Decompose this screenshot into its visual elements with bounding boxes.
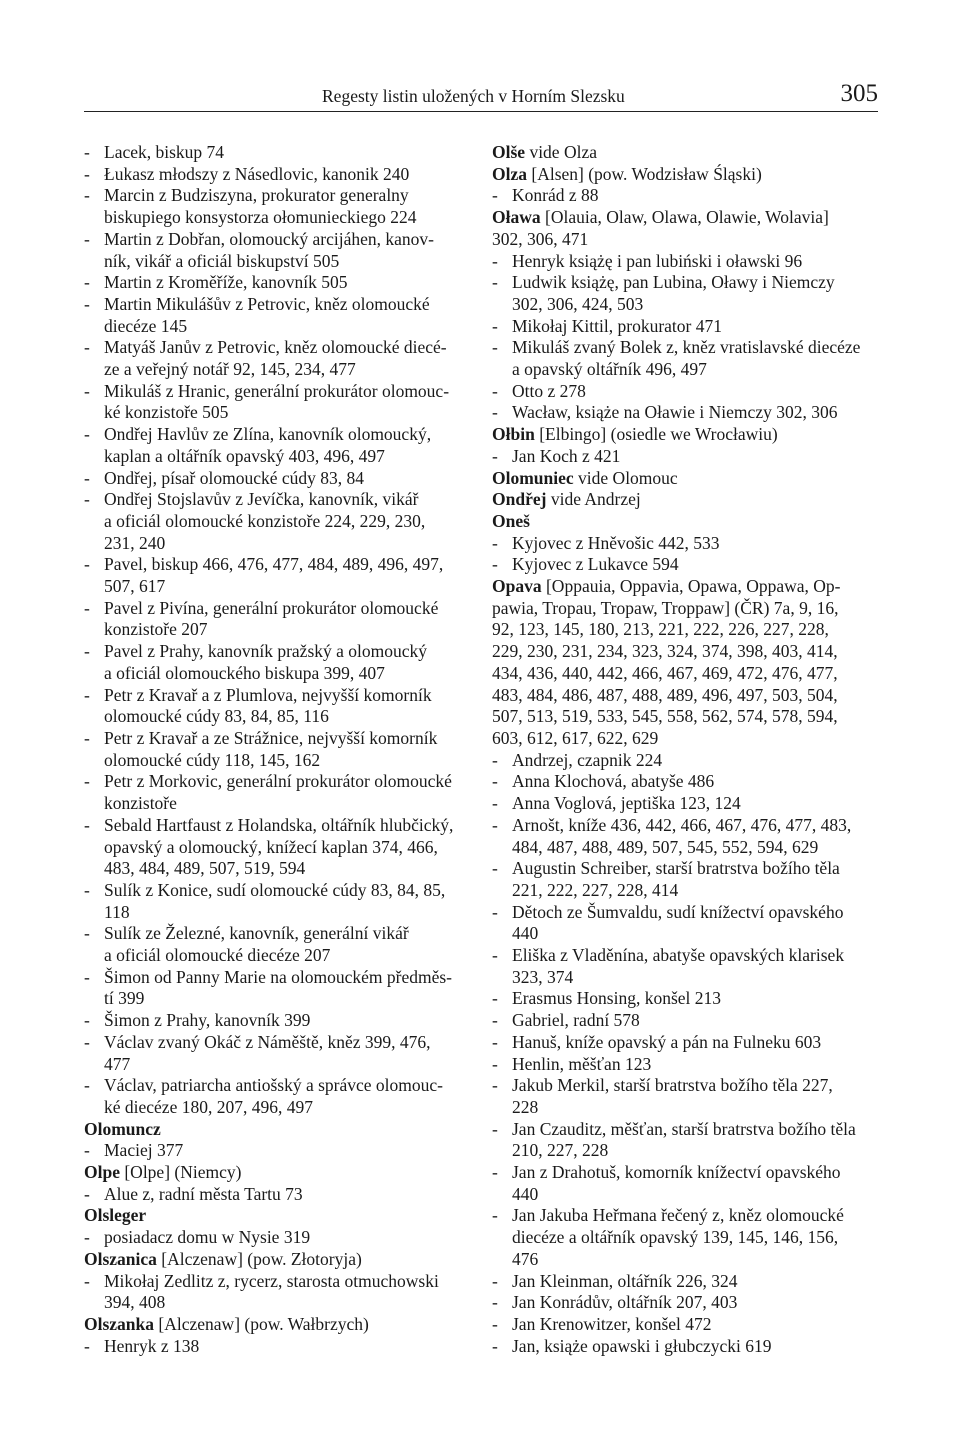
subentry-line: - Jan, książe opawski i głubczycki 619 <box>512 1335 772 1356</box>
subentry-line: - Jan Koch z 421 <box>512 445 621 466</box>
index-subentry <box>84 728 462 771</box>
subentry-line: 476 <box>512 1248 539 1269</box>
index-subentry <box>492 1075 880 1118</box>
index-subentry <box>492 251 880 273</box>
subentry-line: - Kyjovec z Lukavce 594 <box>512 554 679 575</box>
subentry-line: - Ondřej Stojslavův z Jevíčka, kanovník, vikář <box>104 489 419 510</box>
subentry-line: 228 <box>512 1096 539 1117</box>
subentry-line: - Petr z Kravař a ze Strážnice, nejvyšší komorník <box>104 727 438 748</box>
index-subentry <box>492 858 880 901</box>
subentry-line: - Šimon od Panny Marie na olomouckém předměs- <box>104 966 452 987</box>
index-subentry <box>84 468 462 490</box>
subentry-line: olomoucké cúdy 118, 145, 162 <box>104 749 321 770</box>
subentry-line: - Mikołaj Kittil, prokurator 471 <box>512 315 722 336</box>
subentry-line: - Henlin, měšťan 123 <box>512 1053 652 1074</box>
subentry-line: 302, 306, 424, 503 <box>512 293 644 314</box>
index-subentry <box>492 1162 880 1205</box>
subentry-line: - Anna Voglová, jeptiška 123, 124 <box>512 793 741 814</box>
subentry-line: ník, vikář a oficiál biskupství 505 <box>104 250 340 271</box>
running-title: Regesty listin uložených v Horním Slezsku <box>322 86 625 106</box>
headword: Opava <box>492 576 542 597</box>
subentry-line: - Petr z Kravař a z Plumlova, nejvyšší komorník <box>104 684 432 705</box>
headword-detail: vide Olza <box>525 142 597 162</box>
index-headword-entry <box>492 468 880 490</box>
subentry-line: opavský a olomoucký, knížecí kaplan 374, 466, <box>104 836 438 857</box>
subentry-line: - Otto z 278 <box>512 380 586 401</box>
subentry-line: 210, 227, 228 <box>512 1140 609 1161</box>
index-subentry <box>492 446 880 468</box>
headword: Olomuncz <box>84 1118 161 1139</box>
subentry-line: - Matyáš Janův z Petrovic, kněz olomoucké diecé- <box>104 337 447 358</box>
headword-detail: [Alczenaw] (pow. Złotoryja) <box>156 1248 362 1269</box>
index-subentry <box>84 185 462 228</box>
headword: Ondřej <box>492 489 547 510</box>
index-subentry <box>84 142 462 164</box>
subentry-line: - Sulík ze Železné, kanovník, generální vikář <box>104 923 409 944</box>
subentry-line: - Mikuláš zvaný Bolek z, kněz vratislavské diecéze <box>512 337 861 358</box>
subentry-line: - Kyjovec z Hněvošic 442, 533 <box>512 532 720 553</box>
subentry-line: 221, 222, 227, 228, 414 <box>512 879 679 900</box>
index-subentry <box>492 1205 880 1270</box>
index-subentry <box>84 923 462 966</box>
subentry-line: 440 <box>512 923 539 944</box>
index-subentry <box>492 988 880 1010</box>
headword-continuation: pawia, Tropau, Tropaw, Troppaw] (ČR) 7a, 9, 16, <box>492 597 839 618</box>
subentry-line: konzistoře 207 <box>104 619 208 640</box>
index-subentry <box>492 1314 880 1336</box>
headword: Olszanka <box>84 1313 155 1334</box>
subentry-line: - Václav, patriarcha antiošský a správce olomouc- <box>104 1075 444 1096</box>
subentry-line: - Anna Klochová, abatyše 486 <box>512 771 715 792</box>
index-subentry <box>84 424 462 467</box>
headword: Oneš <box>492 510 530 531</box>
subentry-line: a opavský oltářník 496, 497 <box>512 359 707 380</box>
index-subentry <box>84 337 462 380</box>
index-headword-entry <box>84 1162 462 1184</box>
subentry-line: ze a veřejný notář 92, 145, 234, 477 <box>104 359 356 380</box>
index-subentry <box>84 641 462 684</box>
index-subentry <box>492 771 880 793</box>
index-subentry <box>84 164 462 186</box>
index-headword-entry <box>492 207 880 250</box>
index-subentry <box>84 554 462 597</box>
subentry-line: - Lacek, biskup 74 <box>104 142 225 162</box>
index-headword-entry <box>492 511 880 533</box>
index-headword-entry <box>492 164 880 186</box>
headword-continuation: 229, 230, 231, 234, 323, 324, 374, 398, 403, 414, <box>492 641 838 662</box>
subentry-line: - Sulík z Konice, sudí olomoucké cúdy 83, 84, 85, <box>104 879 446 900</box>
subentry-line: 484, 487, 488, 489, 507, 545, 552, 594, 629 <box>512 836 819 857</box>
subentry-line: - Jan Krenowitzer, konšel 472 <box>512 1313 712 1334</box>
headword-detail: [Alsen] (pow. Wodzisław Śląski) <box>527 163 762 184</box>
subentry-line: a oficiál olomoucké diecéze 207 <box>104 945 331 966</box>
index-column-right <box>492 142 880 1357</box>
index-subentry <box>492 185 880 207</box>
headword-detail: [Oppauia, Oppavia, Opawa, Oppawa, Op- <box>541 576 841 597</box>
subentry-line: - Petr z Morkovic, generální prokurátor olomoucké <box>104 771 452 792</box>
subentry-line: 507, 617 <box>104 576 166 597</box>
subentry-line: ké diecéze 180, 207, 496, 497 <box>104 1096 313 1117</box>
subentry-line: - Sebald Hartfaust z Holandska, oltářník hlubčický, <box>104 814 454 835</box>
subentry-line: 394, 408 <box>104 1292 166 1313</box>
subentry-line: 483, 484, 489, 507, 519, 594 <box>104 858 306 879</box>
index-subentry <box>84 381 462 424</box>
headword: Olše <box>492 142 526 162</box>
index-subentry <box>492 750 880 772</box>
subentry-line: - Andrzej, czapnik 224 <box>512 749 663 770</box>
index-subentry <box>492 1010 880 1032</box>
page-number: 305 <box>840 80 878 107</box>
subentry-line: ké konzistoře 505 <box>104 402 229 423</box>
subentry-line: - Mikołaj Zedlitz z, rycerz, starosta otmuchowski <box>104 1270 439 1291</box>
index-subentry <box>492 316 880 338</box>
subentry-line: - Maciej 377 <box>104 1140 184 1161</box>
index-subentry <box>84 815 462 880</box>
index-subentry <box>84 1271 462 1314</box>
index-column-left <box>84 142 462 1357</box>
index-subentry <box>84 272 462 294</box>
index-subentry <box>84 685 462 728</box>
headword-detail: [Alczenaw] (pow. Wałbrzych) <box>154 1313 369 1334</box>
index-subentry <box>492 945 880 988</box>
index-subentry <box>492 1336 880 1358</box>
subentry-line: - Jan z Drahotuš, komorník knížectví opavského <box>512 1162 841 1183</box>
subentry-line: - Gabriel, radní 578 <box>512 1010 640 1031</box>
header-rule <box>84 111 878 112</box>
subentry-line: - Łukasz młodszy z Násedlovic, kanonik 240 <box>104 163 410 184</box>
subentry-line: - Henryk książę i pan lubiński i oławski 96 <box>512 250 803 271</box>
index-subentry <box>84 229 462 272</box>
subentry-line: - Martin z Dobřan, olomoucký arcijáhen, kanov- <box>104 228 434 249</box>
subentry-line: - Konrád z 88 <box>512 185 599 206</box>
headword: Ołbin <box>492 424 535 445</box>
headword-continuation: 434, 436, 440, 442, 466, 467, 469, 472, 476, 477, <box>492 662 838 683</box>
index-subentry <box>84 1032 462 1075</box>
subentry-line: 440 <box>512 1183 539 1204</box>
index-subentry <box>84 880 462 923</box>
index-headword-entry <box>84 1314 462 1336</box>
index-subentry <box>84 489 462 554</box>
index-headword-entry <box>84 1205 462 1227</box>
index-subentry <box>492 533 880 555</box>
index-subentry <box>84 967 462 1010</box>
index-subentry <box>84 1336 462 1358</box>
headword: Olpe <box>84 1162 120 1183</box>
index-headword-entry <box>84 1249 462 1271</box>
headword-detail: [Olauia, Olaw, Olawa, Olawie, Wolavia] <box>540 207 829 228</box>
subentry-line: - Marcin z Budziszyna, prokurator generalny <box>104 185 409 206</box>
subentry-line: 231, 240 <box>104 532 166 553</box>
subentry-line: - Augustin Schreiber, starší bratrstva božího těla <box>512 858 840 879</box>
subentry-line: - Wacław, książe na Oławie i Niemczy 302, 306 <box>512 402 838 423</box>
headword-continuation: 483, 484, 486, 487, 488, 489, 496, 497, 503, 504, <box>492 684 838 705</box>
index-subentry <box>84 1010 462 1032</box>
headword: Olsleger <box>84 1205 147 1226</box>
subentry-line: - Martin Mikulášův z Petrovic, kněz olomoucké <box>104 293 430 314</box>
subentry-line: - Jakub Merkil, starší bratrstva božího těla 227, <box>512 1075 833 1096</box>
index-subentry <box>84 1075 462 1118</box>
headword: Olomuniec <box>492 467 574 488</box>
index-headword-entry <box>84 1119 462 1141</box>
index-subentry <box>492 402 880 424</box>
headword: Olza <box>492 163 527 184</box>
subentry-line: - Jan Konrádův, oltářník 207, 403 <box>512 1292 738 1313</box>
index-headword-entry <box>492 424 880 446</box>
subentry-line: konzistoře <box>104 793 177 814</box>
subentry-line: - Erasmus Honsing, konšel 213 <box>512 988 722 1009</box>
index-headword-entry <box>492 489 880 511</box>
subentry-line: a oficiál olomoucké konzistoře 224, 229, 230, <box>104 510 426 531</box>
headword-detail: vide Andrzej <box>546 489 641 510</box>
subentry-line: - Hanuš, kníže opavský a pán na Fulneku 603 <box>512 1031 822 1052</box>
page-header <box>84 80 878 110</box>
subentry-line: - Jan Kleinman, oltářník 226, 324 <box>512 1270 738 1291</box>
subentry-line: - Ondřej Havlův ze Zlína, kanovník olomoucký, <box>104 424 432 445</box>
subentry-line: - posiadacz domu w Nysie 319 <box>104 1227 311 1248</box>
headword: Olszanica <box>84 1248 157 1269</box>
index-subentry <box>84 1184 462 1206</box>
subentry-line: diecéze 145 <box>104 315 188 336</box>
index-subentry <box>492 1054 880 1076</box>
subentry-line: - Martin z Kroměříže, kanovník 505 <box>104 272 348 293</box>
subentry-line: a oficiál olomouckého biskupa 399, 407 <box>104 662 385 683</box>
subentry-line: - Jan Jakuba Heřmana řečený z, kněz olomoucké <box>512 1205 844 1226</box>
subentry-line: 118 <box>104 901 130 922</box>
index-subentry <box>84 598 462 641</box>
subentry-line: biskupiego konsystorza ołomunieckiego 224 <box>104 207 417 228</box>
index-subentry <box>492 1119 880 1162</box>
subentry-line: - Ondřej, písař olomoucké cúdy 83, 84 <box>104 467 365 488</box>
subentry-line: - Šimon z Prahy, kanovník 399 <box>104 1010 311 1031</box>
index-subentry <box>492 272 880 315</box>
headword-detail: [Elbingo] (osiedle we Wrocławiu) <box>534 424 778 445</box>
subentry-line: diecéze a oltářník opavský 139, 145, 146, 156, <box>512 1227 839 1248</box>
subentry-line: - Arnošt, kníže 436, 442, 466, 467, 476, 477, 483, <box>512 814 852 835</box>
subentry-line: kaplan a oltářník opavský 403, 496, 497 <box>104 445 385 466</box>
index-subentry <box>84 294 462 337</box>
subentry-line: tí 399 <box>104 988 145 1009</box>
headword-detail: [Olpe] (Niemcy) <box>119 1162 242 1183</box>
subentry-line: - Dětoch ze Šumvaldu, sudí knížectví opavského <box>512 901 844 922</box>
subentry-line: - Jan Czauditz, měšťan, starší bratrstva božího těla <box>512 1118 856 1139</box>
index-subentry <box>84 1140 462 1162</box>
index-subentry <box>84 1227 462 1249</box>
index-subentry <box>492 1292 880 1314</box>
headword-continuation: 302, 306, 471 <box>492 228 589 249</box>
index-subentry <box>492 554 880 576</box>
subentry-line: - Mikuláš z Hranic, generální prokurátor olomouc- <box>104 380 450 401</box>
subentry-line: - Pavel z Pivína, generální prokurátor olomoucké <box>104 597 439 618</box>
subentry-line: - Pavel z Prahy, kanovník pražský a olomoucký <box>104 641 428 662</box>
subentry-line: - Eliška z Vladěnína, abatyše opavských klarisek <box>512 945 845 966</box>
subentry-line: - Alue z, radní města Tartu 73 <box>104 1183 303 1204</box>
index-subentry <box>492 815 880 858</box>
index-subentry <box>492 1032 880 1054</box>
subentry-line: - Ludwik książę, pan Lubina, Oławy i Niemczy <box>512 272 835 293</box>
headword-continuation: 603, 612, 617, 622, 629 <box>492 727 659 748</box>
index-subentry <box>492 902 880 945</box>
subentry-line: - Václav zvaný Okáč z Náměště, kněz 399, 476, <box>104 1031 431 1052</box>
index-subentry <box>492 793 880 815</box>
index-subentry <box>492 1271 880 1293</box>
subentry-line: olomoucké cúdy 83, 84, 85, 116 <box>104 706 329 727</box>
index-subentry <box>492 337 880 380</box>
index-headword-entry <box>492 142 880 164</box>
index-subentry <box>492 381 880 403</box>
subentry-line: - Pavel, biskup 466, 476, 477, 484, 489, 496, 497, <box>104 554 444 575</box>
subentry-line: - Henryk z 138 <box>104 1335 200 1356</box>
headword-detail: vide Olomouc <box>573 467 678 488</box>
headword-continuation: 92, 123, 145, 180, 213, 221, 222, 226, 227, 228, <box>492 619 829 640</box>
subentry-line: 477 <box>104 1053 131 1074</box>
index-subentry <box>84 771 462 814</box>
headword: Oława <box>492 207 541 228</box>
index-headword-entry <box>492 576 880 750</box>
subentry-line: 323, 374 <box>512 966 574 987</box>
headword-continuation: 507, 513, 519, 533, 545, 558, 562, 574, 578, 594, <box>492 706 838 727</box>
